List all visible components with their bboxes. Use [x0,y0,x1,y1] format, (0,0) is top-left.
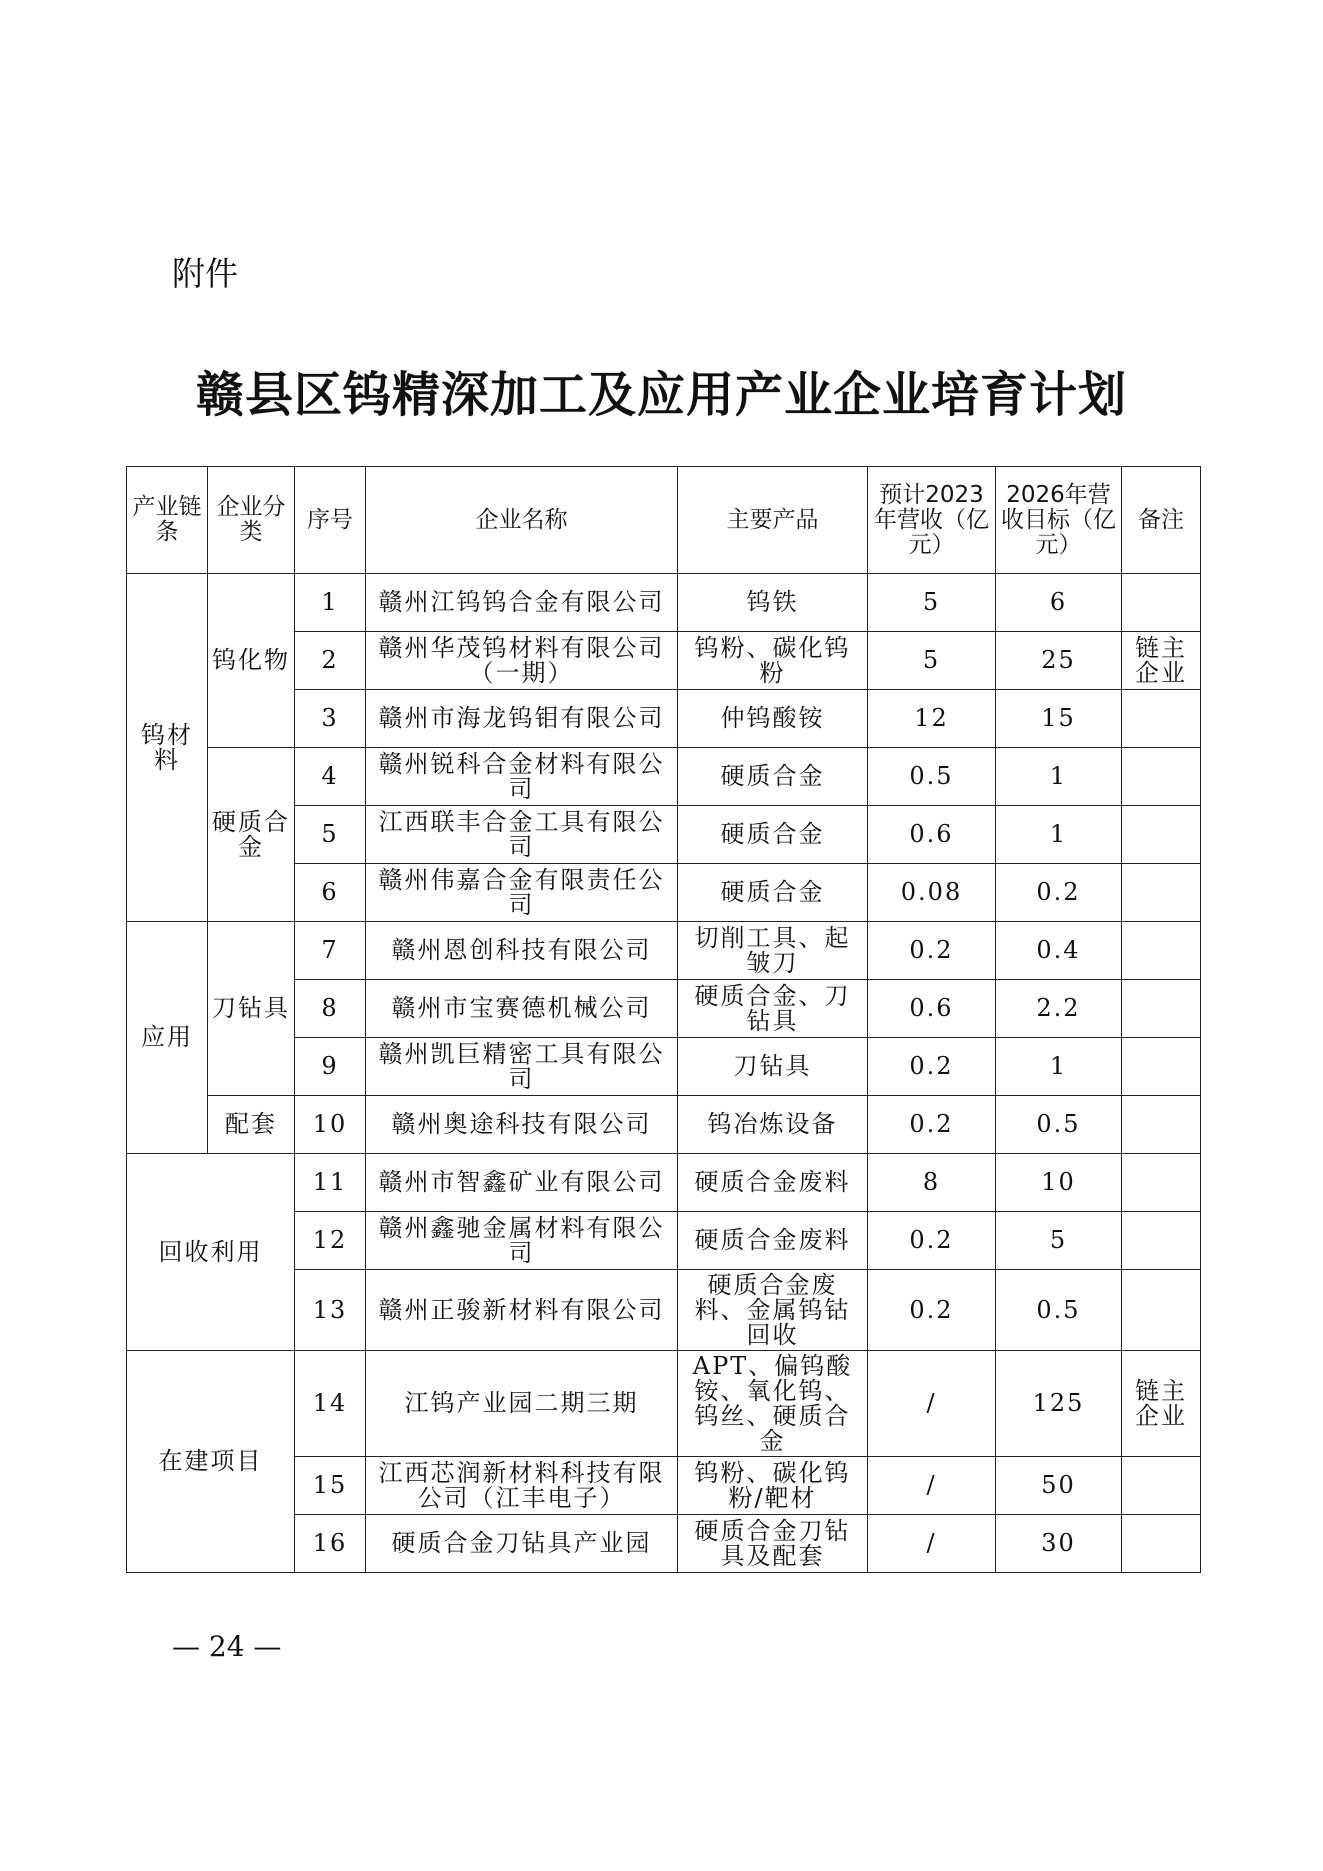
table-row [127,1096,1201,1154]
cell-no: 16 [295,1515,366,1573]
cell-no: 2 [295,632,366,690]
cell-note [1122,1270,1201,1351]
cell-note: 链主企业 [1122,632,1201,690]
cell-name: 江西芯润新材料科技有限公司（江丰电子） [366,1457,678,1515]
group-chain-construction: 在建项目 [127,1351,295,1573]
header-rev2023: 预计2023年营收（亿元） [868,467,996,574]
table-row [127,1351,1201,1457]
cell-no: 11 [295,1154,366,1212]
cell-name: 赣州凯巨精密工具有限公司 [366,1038,678,1096]
group-category-compound: 钨化物 [208,574,295,748]
cell-no: 5 [295,806,366,864]
cell-rev2023: 0.2 [868,922,996,980]
cell-rev2026: 30 [996,1515,1122,1573]
cell-product: 硬质合金废料、金属钨钴回收 [678,1270,868,1351]
group-category-carbide: 硬质合金 [208,748,295,922]
cell-note [1122,980,1201,1038]
cell-product: 仲钨酸铵 [678,690,868,748]
header-note: 备注 [1122,467,1201,574]
cell-note [1122,864,1201,922]
cell-no: 3 [295,690,366,748]
cell-name: 赣州江钨钨合金有限公司 [366,574,678,632]
cell-name: 赣州奥途科技有限公司 [366,1096,678,1154]
cell-note [1122,690,1201,748]
cell-rev2023: 0.6 [868,980,996,1038]
cell-rev2026: 15 [996,690,1122,748]
cell-product: 硬质合金刀钻具及配套 [678,1515,868,1573]
cell-note [1122,748,1201,806]
cell-note [1122,574,1201,632]
cell-no: 13 [295,1270,366,1351]
cell-product: 硬质合金废料 [678,1212,868,1270]
cell-name: 赣州恩创科技有限公司 [366,922,678,980]
cell-product: 刀钻具 [678,1038,868,1096]
cell-note [1122,1096,1201,1154]
cell-name: 赣州正骏新材料有限公司 [366,1270,678,1351]
cell-note [1122,1154,1201,1212]
document-title: 赣县区钨精深加工及应用产业企业培育计划 [195,367,1127,423]
cell-rev2023: 0.5 [868,748,996,806]
cell-rev2023: 0.6 [868,806,996,864]
table-row [127,748,1201,806]
cell-rev2023: 5 [868,574,996,632]
cell-name: 赣州市智鑫矿业有限公司 [366,1154,678,1212]
cell-rev2026: 5 [996,1212,1122,1270]
cell-rev2026: 10 [996,1154,1122,1212]
cell-name: 硬质合金刀钻具产业园 [366,1515,678,1573]
header-product: 主要产品 [678,467,868,574]
cell-no: 6 [295,864,366,922]
cell-product: 硬质合金 [678,748,868,806]
cell-no: 14 [295,1351,366,1457]
cell-product: 硬质合金 [678,864,868,922]
cell-note [1122,1038,1201,1096]
table-row [127,574,1201,632]
cell-rev2023: / [868,1457,996,1515]
cell-no: 15 [295,1457,366,1515]
enterprise-table [126,466,1201,1573]
cell-note [1122,1515,1201,1573]
header-category: 企业分类 [208,467,295,574]
page-number: — 24 — [172,1630,282,1663]
cell-rev2023: 0.08 [868,864,996,922]
cell-rev2023: / [868,1351,996,1457]
cell-rev2023: 8 [868,1154,996,1212]
cell-product: 钨冶炼设备 [678,1096,868,1154]
cell-no: 10 [295,1096,366,1154]
cell-no: 8 [295,980,366,1038]
cell-rev2026: 0.2 [996,864,1122,922]
cell-name: 赣州市海龙钨钼有限公司 [366,690,678,748]
cell-rev2023: 0.2 [868,1270,996,1351]
cell-product: 切削工具、起皱刀 [678,922,868,980]
cell-rev2026: 125 [996,1351,1122,1457]
cell-rev2023: 5 [868,632,996,690]
cell-note [1122,1212,1201,1270]
cell-product: 硬质合金 [678,806,868,864]
cell-rev2023: / [868,1515,996,1573]
table-header-row [127,467,1201,574]
header-rev2026: 2026年营收目标（亿元） [996,467,1122,574]
cell-name: 赣州华茂钨材料有限公司（一期） [366,632,678,690]
header-name: 企业名称 [366,467,678,574]
cell-product: APT、偏钨酸铵、氧化钨、钨丝、硬质合金 [678,1351,868,1457]
cell-name: 赣州伟嘉合金有限责任公司 [366,864,678,922]
cell-product: 钨粉、碳化钨粉 [678,632,868,690]
cell-rev2023: 0.2 [868,1212,996,1270]
group-category-tools: 刀钻具 [208,922,295,1096]
cell-rev2026: 50 [996,1457,1122,1515]
cell-rev2026: 6 [996,574,1122,632]
group-category-support: 配套 [208,1096,295,1154]
cell-rev2026: 2.2 [996,980,1122,1038]
cell-product: 钨铁 [678,574,868,632]
cell-name: 赣州市宝赛德机械公司 [366,980,678,1038]
table-row [127,922,1201,980]
cell-no: 7 [295,922,366,980]
header-chain: 产业链条 [127,467,208,574]
header-no: 序号 [295,467,366,574]
cell-rev2026: 0.5 [996,1096,1122,1154]
cell-note [1122,806,1201,864]
cell-rev2023: 0.2 [868,1038,996,1096]
cell-note [1122,922,1201,980]
cell-product: 钨粉、碳化钨粉/靶材 [678,1457,868,1515]
group-chain-recycle: 回收利用 [127,1154,295,1351]
cell-name: 赣州鑫驰金属材料有限公司 [366,1212,678,1270]
cell-no: 1 [295,574,366,632]
table-row [127,1154,1201,1212]
cell-rev2026: 1 [996,1038,1122,1096]
cell-name: 赣州锐科合金材料有限公司 [366,748,678,806]
cell-no: 12 [295,1212,366,1270]
group-chain-application: 应用 [127,922,208,1154]
group-chain-material: 钨材料 [127,574,208,922]
cell-name: 江钨产业园二期三期 [366,1351,678,1457]
cell-product: 硬质合金废料 [678,1154,868,1212]
cell-rev2026: 25 [996,632,1122,690]
cell-rev2026: 1 [996,748,1122,806]
cell-note [1122,1457,1201,1515]
cell-rev2023: 0.2 [868,1096,996,1154]
cell-note: 链主企业 [1122,1351,1201,1457]
cell-rev2023: 12 [868,690,996,748]
attachment-label: 附件 [172,254,238,293]
cell-no: 4 [295,748,366,806]
cell-rev2026: 1 [996,806,1122,864]
cell-product: 硬质合金、刀钻具 [678,980,868,1038]
cell-name: 江西联丰合金工具有限公司 [366,806,678,864]
cell-rev2026: 0.4 [996,922,1122,980]
cell-no: 9 [295,1038,366,1096]
cell-rev2026: 0.5 [996,1270,1122,1351]
